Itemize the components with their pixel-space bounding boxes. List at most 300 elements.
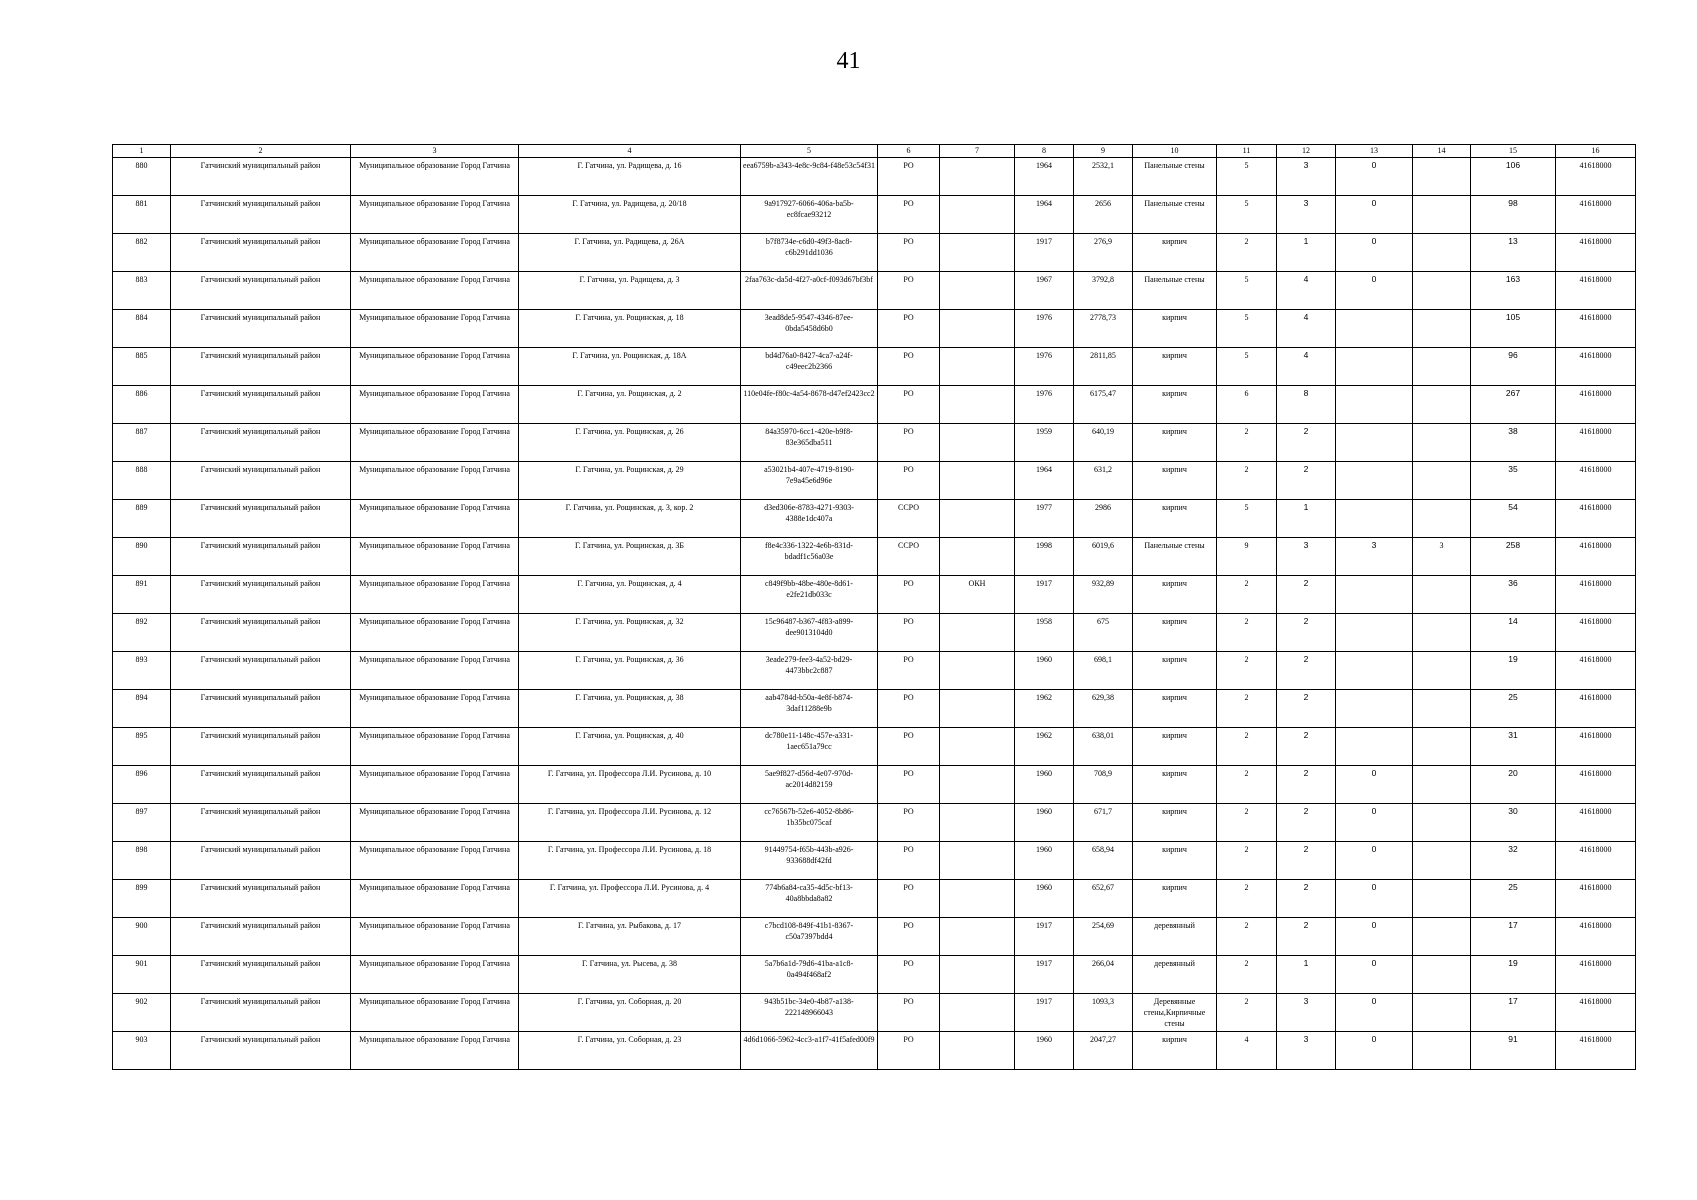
- row-number: 898: [113, 842, 171, 880]
- oktmo-cell: 41618000: [1556, 766, 1636, 804]
- district-cell: Гатчинский муниципальный район: [171, 234, 351, 272]
- status-cell: [940, 804, 1015, 842]
- municipality-cell: Муниципальное образование Город Гатчина: [351, 956, 519, 994]
- guid-cell: 4d6d1066-5962-4cc3-a1f7-41f5afed00f9: [741, 1032, 878, 1070]
- area-cell: 276,9: [1074, 234, 1133, 272]
- guid-cell: 5ae9f827-d56d-4e07-970d-ac2014d82159: [741, 766, 878, 804]
- table-row: [113, 386, 1636, 424]
- district-cell: Гатчинский муниципальный район: [171, 158, 351, 196]
- table-row: [113, 538, 1636, 576]
- col13-cell: 0: [1336, 272, 1413, 310]
- area-cell: 2986: [1074, 500, 1133, 538]
- district-cell: Гатчинский муниципальный район: [171, 804, 351, 842]
- year-cell: 1960: [1015, 652, 1074, 690]
- col14-cell: [1413, 158, 1471, 196]
- oktmo-cell: 41618000: [1556, 196, 1636, 234]
- header-row: [113, 145, 1636, 158]
- guid-cell: 5a7b6a1d-79d6-41ba-a1c8-0a494f468af2: [741, 956, 878, 994]
- oktmo-cell: 41618000: [1556, 386, 1636, 424]
- status-cell: [940, 918, 1015, 956]
- row-number: 903: [113, 1032, 171, 1070]
- col13-cell: [1336, 690, 1413, 728]
- table-row: [113, 918, 1636, 956]
- col15-cell: 267: [1471, 386, 1556, 424]
- entrances-cell: 4: [1277, 272, 1336, 310]
- column-header-1: 1: [113, 145, 171, 158]
- district-cell: Гатчинский муниципальный район: [171, 956, 351, 994]
- table-row: [113, 158, 1636, 196]
- district-cell: Гатчинский муниципальный район: [171, 310, 351, 348]
- row-number: 888: [113, 462, 171, 500]
- col14-cell: [1413, 652, 1471, 690]
- col14-cell: [1413, 690, 1471, 728]
- form-cell: РО: [878, 1032, 940, 1070]
- row-number: 883: [113, 272, 171, 310]
- entrances-cell: 2: [1277, 766, 1336, 804]
- year-cell: 1960: [1015, 804, 1074, 842]
- address-cell: Г. Гатчина, ул. Профессора Л.И. Русинова, д. 18: [519, 842, 741, 880]
- municipality-cell: Муниципальное образование Город Гатчина: [351, 576, 519, 614]
- table-row: [113, 652, 1636, 690]
- oktmo-cell: 41618000: [1556, 424, 1636, 462]
- status-cell: [940, 614, 1015, 652]
- col13-cell: [1336, 424, 1413, 462]
- walls-cell: Панельные стены: [1133, 538, 1217, 576]
- year-cell: 1960: [1015, 880, 1074, 918]
- floors-cell: 2: [1217, 918, 1277, 956]
- column-header-15: 15: [1471, 145, 1556, 158]
- district-cell: Гатчинский муниципальный район: [171, 462, 351, 500]
- district-cell: Гатчинский муниципальный район: [171, 386, 351, 424]
- column-header-12: 12: [1277, 145, 1336, 158]
- area-cell: 638,01: [1074, 728, 1133, 766]
- entrances-cell: 2: [1277, 690, 1336, 728]
- status-cell: [940, 728, 1015, 766]
- oktmo-cell: 41618000: [1556, 652, 1636, 690]
- floors-cell: 2: [1217, 804, 1277, 842]
- district-cell: Гатчинский муниципальный район: [171, 272, 351, 310]
- address-cell: Г. Гатчина, ул. Рощинская, д. 29: [519, 462, 741, 500]
- floors-cell: 6: [1217, 386, 1277, 424]
- col15-cell: 30: [1471, 804, 1556, 842]
- year-cell: 1917: [1015, 956, 1074, 994]
- address-cell: Г. Гатчина, ул. Рысева, д. 38: [519, 956, 741, 994]
- table-row: [113, 424, 1636, 462]
- form-cell: РО: [878, 842, 940, 880]
- walls-cell: кирпич: [1133, 728, 1217, 766]
- year-cell: 1917: [1015, 918, 1074, 956]
- area-cell: 2047,27: [1074, 1032, 1133, 1070]
- area-cell: 631,2: [1074, 462, 1133, 500]
- col14-cell: [1413, 766, 1471, 804]
- row-number: 900: [113, 918, 171, 956]
- column-header-6: 6: [878, 145, 940, 158]
- guid-cell: a53021b4-407e-4719-8190-7e9a45e6d96e: [741, 462, 878, 500]
- row-number: 889: [113, 500, 171, 538]
- col14-cell: [1413, 804, 1471, 842]
- area-cell: 932,89: [1074, 576, 1133, 614]
- walls-cell: Панельные стены: [1133, 158, 1217, 196]
- col14-cell: [1413, 348, 1471, 386]
- district-cell: Гатчинский муниципальный район: [171, 880, 351, 918]
- municipality-cell: Муниципальное образование Город Гатчина: [351, 918, 519, 956]
- col14-cell: [1413, 576, 1471, 614]
- year-cell: 1960: [1015, 842, 1074, 880]
- column-header-9: 9: [1074, 145, 1133, 158]
- floors-cell: 9: [1217, 538, 1277, 576]
- status-cell: [940, 272, 1015, 310]
- form-cell: РО: [878, 196, 940, 234]
- form-cell: РО: [878, 424, 940, 462]
- walls-cell: деревянный: [1133, 918, 1217, 956]
- municipality-cell: Муниципальное образование Город Гатчина: [351, 538, 519, 576]
- oktmo-cell: 41618000: [1556, 690, 1636, 728]
- walls-cell: кирпич: [1133, 690, 1217, 728]
- column-number-header: [113, 145, 1636, 158]
- col13-cell: [1336, 348, 1413, 386]
- status-cell: [940, 234, 1015, 272]
- page-number: 41: [836, 48, 861, 74]
- col14-cell: [1413, 728, 1471, 766]
- address-cell: Г. Гатчина, ул. Рощинская, д. 40: [519, 728, 741, 766]
- row-number: 899: [113, 880, 171, 918]
- walls-cell: кирпич: [1133, 424, 1217, 462]
- guid-cell: dc780e11-148c-457e-a331-1aec651a79cc: [741, 728, 878, 766]
- status-cell: [940, 842, 1015, 880]
- district-cell: Гатчинский муниципальный район: [171, 690, 351, 728]
- col15-cell: 32: [1471, 842, 1556, 880]
- area-cell: 266,04: [1074, 956, 1133, 994]
- address-cell: Г. Гатчина, ул. Профессора Л.И. Русинова, д. 4: [519, 880, 741, 918]
- col15-cell: 13: [1471, 234, 1556, 272]
- year-cell: 1964: [1015, 158, 1074, 196]
- row-number: 882: [113, 234, 171, 272]
- status-cell: [940, 994, 1015, 1032]
- address-cell: Г. Гатчина, ул. Рощинская, д. 26: [519, 424, 741, 462]
- municipality-cell: Муниципальное образование Город Гатчина: [351, 462, 519, 500]
- col13-cell: [1336, 462, 1413, 500]
- col14-cell: [1413, 918, 1471, 956]
- address-cell: Г. Гатчина, ул. Профессора Л.И. Русинова, д. 10: [519, 766, 741, 804]
- row-number: 897: [113, 804, 171, 842]
- table-row: [113, 272, 1636, 310]
- year-cell: 1958: [1015, 614, 1074, 652]
- address-cell: Г. Гатчина, ул. Соборная, д. 20: [519, 994, 741, 1032]
- form-cell: РО: [878, 576, 940, 614]
- guid-cell: eea6759b-a343-4e8c-9c84-f48e53c54f31: [741, 158, 878, 196]
- form-cell: РО: [878, 310, 940, 348]
- table-row: [113, 994, 1636, 1032]
- table-row: [113, 576, 1636, 614]
- floors-cell: 2: [1217, 728, 1277, 766]
- entrances-cell: 2: [1277, 424, 1336, 462]
- municipality-cell: Муниципальное образование Город Гатчина: [351, 804, 519, 842]
- col14-cell: [1413, 842, 1471, 880]
- form-cell: РО: [878, 234, 940, 272]
- col14-cell: [1413, 462, 1471, 500]
- year-cell: 1964: [1015, 196, 1074, 234]
- floors-cell: 2: [1217, 880, 1277, 918]
- col13-cell: 0: [1336, 880, 1413, 918]
- col13-cell: 3: [1336, 538, 1413, 576]
- entrances-cell: 3: [1277, 196, 1336, 234]
- status-cell: [940, 196, 1015, 234]
- oktmo-cell: 41618000: [1556, 614, 1636, 652]
- municipality-cell: Муниципальное образование Город Гатчина: [351, 1032, 519, 1070]
- floors-cell: 5: [1217, 272, 1277, 310]
- table-row: [113, 196, 1636, 234]
- municipality-cell: Муниципальное образование Город Гатчина: [351, 272, 519, 310]
- area-cell: 2656: [1074, 196, 1133, 234]
- column-header-4: 4: [519, 145, 741, 158]
- col15-cell: 19: [1471, 652, 1556, 690]
- col14-cell: [1413, 310, 1471, 348]
- table-row: [113, 234, 1636, 272]
- col14-cell: [1413, 994, 1471, 1032]
- entrances-cell: 2: [1277, 462, 1336, 500]
- municipality-cell: Муниципальное образование Город Гатчина: [351, 424, 519, 462]
- form-cell: РО: [878, 880, 940, 918]
- guid-cell: 84a35970-6cc1-420e-b9f8-83e365dba511: [741, 424, 878, 462]
- table-row: [113, 1032, 1636, 1070]
- guid-cell: c849f9bb-48be-480e-8d61-e2fe21db033c: [741, 576, 878, 614]
- year-cell: 1959: [1015, 424, 1074, 462]
- col15-cell: 54: [1471, 500, 1556, 538]
- entrances-cell: 1: [1277, 234, 1336, 272]
- col13-cell: 0: [1336, 234, 1413, 272]
- municipality-cell: Муниципальное образование Город Гатчина: [351, 766, 519, 804]
- row-number: 896: [113, 766, 171, 804]
- row-number: 894: [113, 690, 171, 728]
- col13-cell: 0: [1336, 918, 1413, 956]
- col14-cell: [1413, 956, 1471, 994]
- status-cell: [940, 310, 1015, 348]
- walls-cell: Панельные стены: [1133, 272, 1217, 310]
- col15-cell: 91: [1471, 1032, 1556, 1070]
- floors-cell: 2: [1217, 462, 1277, 500]
- col15-cell: 106: [1471, 158, 1556, 196]
- col15-cell: 38: [1471, 424, 1556, 462]
- area-cell: 652,67: [1074, 880, 1133, 918]
- col13-cell: 0: [1336, 1032, 1413, 1070]
- entrances-cell: 3: [1277, 1032, 1336, 1070]
- guid-cell: cc76567b-52e6-4052-8b86-1b35bc075caf: [741, 804, 878, 842]
- municipality-cell: Муниципальное образование Город Гатчина: [351, 880, 519, 918]
- entrances-cell: 3: [1277, 994, 1336, 1032]
- status-cell: [940, 690, 1015, 728]
- floors-cell: 2: [1217, 766, 1277, 804]
- floors-cell: 2: [1217, 576, 1277, 614]
- row-number: 887: [113, 424, 171, 462]
- area-cell: 658,94: [1074, 842, 1133, 880]
- form-cell: РО: [878, 652, 940, 690]
- year-cell: 1962: [1015, 728, 1074, 766]
- col13-cell: 0: [1336, 766, 1413, 804]
- guid-cell: 15c96487-b367-4f83-a899-dee9013104d0: [741, 614, 878, 652]
- table-row: [113, 880, 1636, 918]
- address-cell: Г. Гатчина, ул. Рощинская, д. 18: [519, 310, 741, 348]
- col14-cell: [1413, 614, 1471, 652]
- row-number: 885: [113, 348, 171, 386]
- form-cell: РО: [878, 462, 940, 500]
- oktmo-cell: 41618000: [1556, 804, 1636, 842]
- col15-cell: 105: [1471, 310, 1556, 348]
- walls-cell: кирпич: [1133, 652, 1217, 690]
- oktmo-cell: 41618000: [1556, 918, 1636, 956]
- col14-cell: [1413, 196, 1471, 234]
- area-cell: 1093,3: [1074, 994, 1133, 1032]
- address-cell: Г. Гатчина, ул. Соборная, д. 23: [519, 1032, 741, 1070]
- floors-cell: 5: [1217, 310, 1277, 348]
- status-cell: [940, 1032, 1015, 1070]
- column-header-10: 10: [1133, 145, 1217, 158]
- row-number: 901: [113, 956, 171, 994]
- table-row: [113, 804, 1636, 842]
- district-cell: Гатчинский муниципальный район: [171, 994, 351, 1032]
- year-cell: 1964: [1015, 462, 1074, 500]
- table-body: [113, 158, 1636, 1070]
- row-number: 890: [113, 538, 171, 576]
- walls-cell: кирпич: [1133, 310, 1217, 348]
- status-cell: [940, 880, 1015, 918]
- table-row: [113, 348, 1636, 386]
- area-cell: 2811,85: [1074, 348, 1133, 386]
- walls-cell: Деревянные стены,Кирпичные стены: [1133, 994, 1217, 1032]
- area-cell: 2778,73: [1074, 310, 1133, 348]
- table-row: [113, 956, 1636, 994]
- oktmo-cell: 41618000: [1556, 1032, 1636, 1070]
- form-cell: РО: [878, 728, 940, 766]
- municipality-cell: Муниципальное образование Город Гатчина: [351, 158, 519, 196]
- form-cell: ССРО: [878, 500, 940, 538]
- entrances-cell: 8: [1277, 386, 1336, 424]
- address-cell: Г. Гатчина, ул. Рощинская, д. 38: [519, 690, 741, 728]
- form-cell: РО: [878, 386, 940, 424]
- walls-cell: деревянный: [1133, 956, 1217, 994]
- guid-cell: 3eade279-fee3-4a52-bd29-4473bbc2c887: [741, 652, 878, 690]
- col14-cell: [1413, 234, 1471, 272]
- area-cell: 640,19: [1074, 424, 1133, 462]
- oktmo-cell: 41618000: [1556, 576, 1636, 614]
- col13-cell: 0: [1336, 804, 1413, 842]
- oktmo-cell: 41618000: [1556, 880, 1636, 918]
- oktmo-cell: 41618000: [1556, 310, 1636, 348]
- entrances-cell: 3: [1277, 538, 1336, 576]
- year-cell: 1960: [1015, 766, 1074, 804]
- guid-cell: 91449754-f65b-443b-a926-933688df42fd: [741, 842, 878, 880]
- oktmo-cell: 41618000: [1556, 728, 1636, 766]
- col13-cell: 0: [1336, 158, 1413, 196]
- col14-cell: 3: [1413, 538, 1471, 576]
- guid-cell: 774b6a84-ca35-4d5c-bf13-40a8bbda8a82: [741, 880, 878, 918]
- form-cell: ССРО: [878, 538, 940, 576]
- walls-cell: кирпич: [1133, 1032, 1217, 1070]
- area-cell: 671,7: [1074, 804, 1133, 842]
- oktmo-cell: 41618000: [1556, 538, 1636, 576]
- row-number: 886: [113, 386, 171, 424]
- municipality-cell: Муниципальное образование Город Гатчина: [351, 994, 519, 1032]
- col13-cell: [1336, 614, 1413, 652]
- col15-cell: 36: [1471, 576, 1556, 614]
- guid-cell: 2faa763c-da5d-4f27-a0cf-f093d67bf3bf: [741, 272, 878, 310]
- column-header-11: 11: [1217, 145, 1277, 158]
- entrances-cell: 2: [1277, 576, 1336, 614]
- entrances-cell: 2: [1277, 614, 1336, 652]
- year-cell: 1960: [1015, 1032, 1074, 1070]
- form-cell: РО: [878, 348, 940, 386]
- column-header-14: 14: [1413, 145, 1471, 158]
- col15-cell: 163: [1471, 272, 1556, 310]
- entrances-cell: 2: [1277, 652, 1336, 690]
- address-cell: Г. Гатчина, ул. Рощинская, д. 36: [519, 652, 741, 690]
- address-cell: Г. Гатчина, ул. Радищева, д. 20/18: [519, 196, 741, 234]
- col13-cell: [1336, 728, 1413, 766]
- column-header-7: 7: [940, 145, 1015, 158]
- row-number: 884: [113, 310, 171, 348]
- table-row: [113, 462, 1636, 500]
- floors-cell: 2: [1217, 234, 1277, 272]
- col13-cell: [1336, 386, 1413, 424]
- year-cell: 1976: [1015, 310, 1074, 348]
- col13-cell: [1336, 576, 1413, 614]
- district-cell: Гатчинский муниципальный район: [171, 766, 351, 804]
- entrances-cell: 4: [1277, 348, 1336, 386]
- guid-cell: bd4d76a0-8427-4ca7-a24f-c49eec2b2366: [741, 348, 878, 386]
- col13-cell: [1336, 310, 1413, 348]
- status-cell: [940, 652, 1015, 690]
- column-header-13: 13: [1336, 145, 1413, 158]
- entrances-cell: 3: [1277, 158, 1336, 196]
- status-cell: [940, 956, 1015, 994]
- table-row: [113, 690, 1636, 728]
- form-cell: РО: [878, 272, 940, 310]
- col14-cell: [1413, 424, 1471, 462]
- col13-cell: 0: [1336, 994, 1413, 1032]
- column-header-2: 2: [171, 145, 351, 158]
- col13-cell: 0: [1336, 842, 1413, 880]
- year-cell: 1977: [1015, 500, 1074, 538]
- area-cell: 698,1: [1074, 652, 1133, 690]
- col15-cell: 35: [1471, 462, 1556, 500]
- guid-cell: 9a917927-6066-406a-ba5b-ec8fcae93212: [741, 196, 878, 234]
- address-cell: Г. Гатчина, ул. Радищева, д. 26А: [519, 234, 741, 272]
- oktmo-cell: 41618000: [1556, 348, 1636, 386]
- entrances-cell: 2: [1277, 880, 1336, 918]
- district-cell: Гатчинский муниципальный район: [171, 576, 351, 614]
- row-number: 891: [113, 576, 171, 614]
- oktmo-cell: 41618000: [1556, 994, 1636, 1032]
- oktmo-cell: 41618000: [1556, 158, 1636, 196]
- year-cell: 1998: [1015, 538, 1074, 576]
- col13-cell: 0: [1336, 196, 1413, 234]
- municipality-cell: Муниципальное образование Город Гатчина: [351, 348, 519, 386]
- guid-cell: d3ed306e-8783-4271-9303-4388e1dc407a: [741, 500, 878, 538]
- district-cell: Гатчинский муниципальный район: [171, 196, 351, 234]
- table-row: [113, 614, 1636, 652]
- column-header-16: 16: [1556, 145, 1636, 158]
- area-cell: 708,9: [1074, 766, 1133, 804]
- walls-cell: кирпич: [1133, 880, 1217, 918]
- area-cell: 675: [1074, 614, 1133, 652]
- walls-cell: кирпич: [1133, 234, 1217, 272]
- form-cell: РО: [878, 994, 940, 1032]
- district-cell: Гатчинский муниципальный район: [171, 918, 351, 956]
- floors-cell: 2: [1217, 690, 1277, 728]
- municipality-cell: Муниципальное образование Город Гатчина: [351, 386, 519, 424]
- address-cell: Г. Гатчина, ул. Рощинская, д. 3Б: [519, 538, 741, 576]
- status-cell: ОКН: [940, 576, 1015, 614]
- floors-cell: 5: [1217, 348, 1277, 386]
